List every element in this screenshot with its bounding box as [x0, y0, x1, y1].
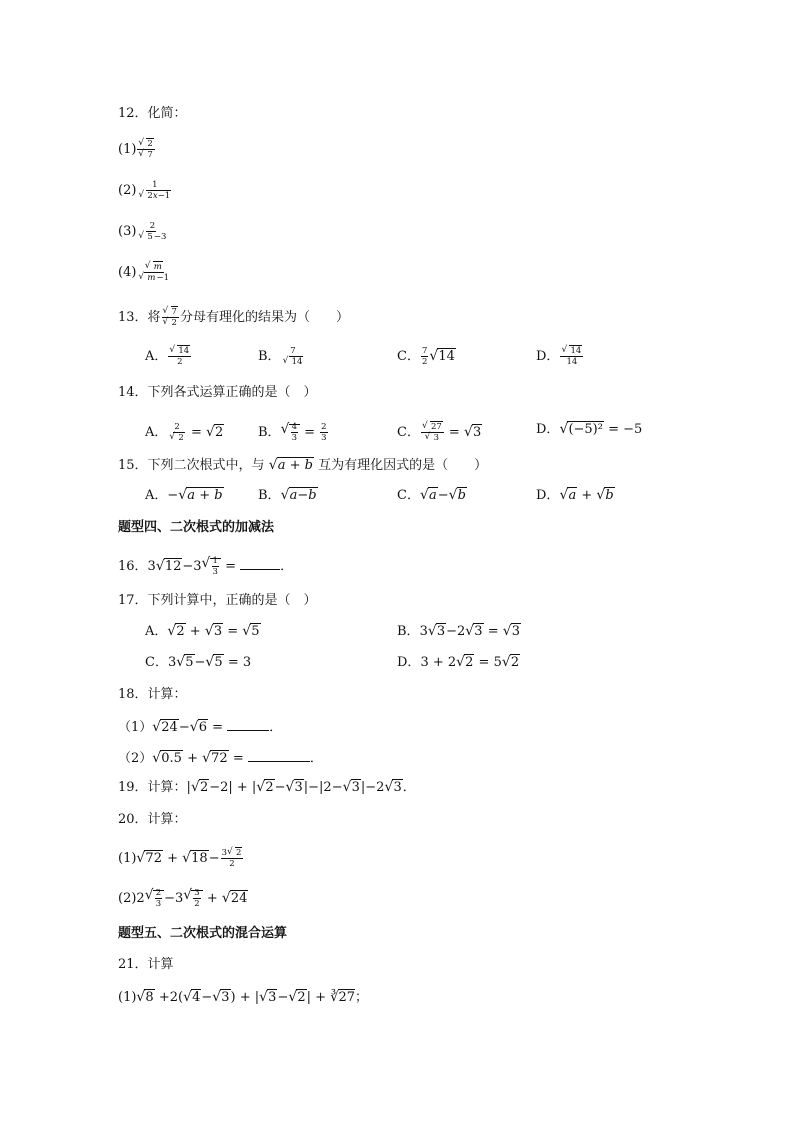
q18-part1: （1）√ 24−√ 6 = ．: [118, 718, 282, 736]
q13-stem: 13．将 √ 7 √ 2 分母有理化的结果为（ ）: [118, 307, 349, 328]
q17-option-a: A．√ 2 + √ 3 = √ 5: [145, 624, 261, 640]
q14-option-b: B． √ $\frac{4}{3}$ = $\frac{2}{3}$: [258, 422, 329, 443]
q20-stem: 20．计算：: [118, 812, 187, 827]
q12-part2: (2) 1 √ 2x−1: [118, 180, 173, 201]
q17-option-b: B．3√ 3−2√ 3 = √ 3: [397, 624, 521, 640]
q18-stem: 18．计算：: [118, 687, 187, 702]
q17-option-d: D．3 + 2√ 2 = 5√ 2: [397, 655, 520, 671]
q21-stem: 21．计算: [118, 957, 174, 972]
q13-option-d: D． √ $\frac{14}{14}$: [536, 346, 584, 367]
q12-part3: (3) 2 √ 5−3: [118, 221, 168, 242]
q13-option-c: C． $\frac{7}{2}$ √ 14: [397, 346, 456, 367]
q12-part4: (4) √ m √ m−1: [118, 262, 171, 283]
q16-stem: 16．3√ 12−3 √ $\frac{1}{3}$ = ．: [118, 556, 293, 577]
q13-option-a: A． √ $\frac{14}{2}$: [145, 346, 192, 367]
q15-option-a: A．−√ a + b: [145, 488, 224, 504]
section-heading-5: 题型五、二次根式的混合运算: [118, 926, 288, 941]
q15-option-d: D．√ a + √ b: [536, 488, 615, 504]
q17-option-c: C．3√ 5−√ 5 = 3: [145, 655, 251, 671]
q14-option-a: A． 2 √ 2 = √ 2: [145, 422, 224, 443]
q15-option-c: C．√ a−√ b: [397, 488, 467, 504]
q15-stem: 15．下列二次根式中，与 √ a + b 互为有理化因式的是（ ）: [118, 458, 487, 474]
q14-option-c: C． √ 27 √ 3 = √ 3: [397, 422, 482, 443]
q13-option-b: B． 7 √ 14: [258, 346, 305, 367]
q20-part2: (2)2 √ $\frac{2}{3}$ −3 √ $\frac{3}{2}$ + √ 24: [118, 888, 248, 909]
q18-part2: （2）√ 0.5 + √ 72 = ．: [118, 749, 323, 767]
q12-part1: (1) √ 2 √ 7: [118, 139, 156, 160]
q20-part1: (1)√ 72 + √ 18− $\frac{3√ 2}{2}$: [118, 848, 244, 869]
q15-option-b: B．√ a−b: [258, 488, 318, 504]
q21-part1: (1)√ 8 +2(√ 4−√ 3) + |√ 3−√ 2| + ∛27；: [118, 990, 368, 1006]
q12-title: 12．化简：: [118, 106, 187, 121]
q17-stem: 17．下列计算中，正确的是（ ）: [118, 593, 317, 608]
section-heading-4: 题型四、二次根式的加减法: [118, 520, 275, 535]
q14-option-d: D．√ (−5)² = −5: [536, 422, 642, 438]
q14-stem: 14．下列各式运算正确的是（ ）: [118, 385, 317, 400]
q19-stem: 19．计算：|√ 2−2| + |√ 2−√ 3|−|2−√ 3|−2√ 3．: [118, 780, 416, 796]
